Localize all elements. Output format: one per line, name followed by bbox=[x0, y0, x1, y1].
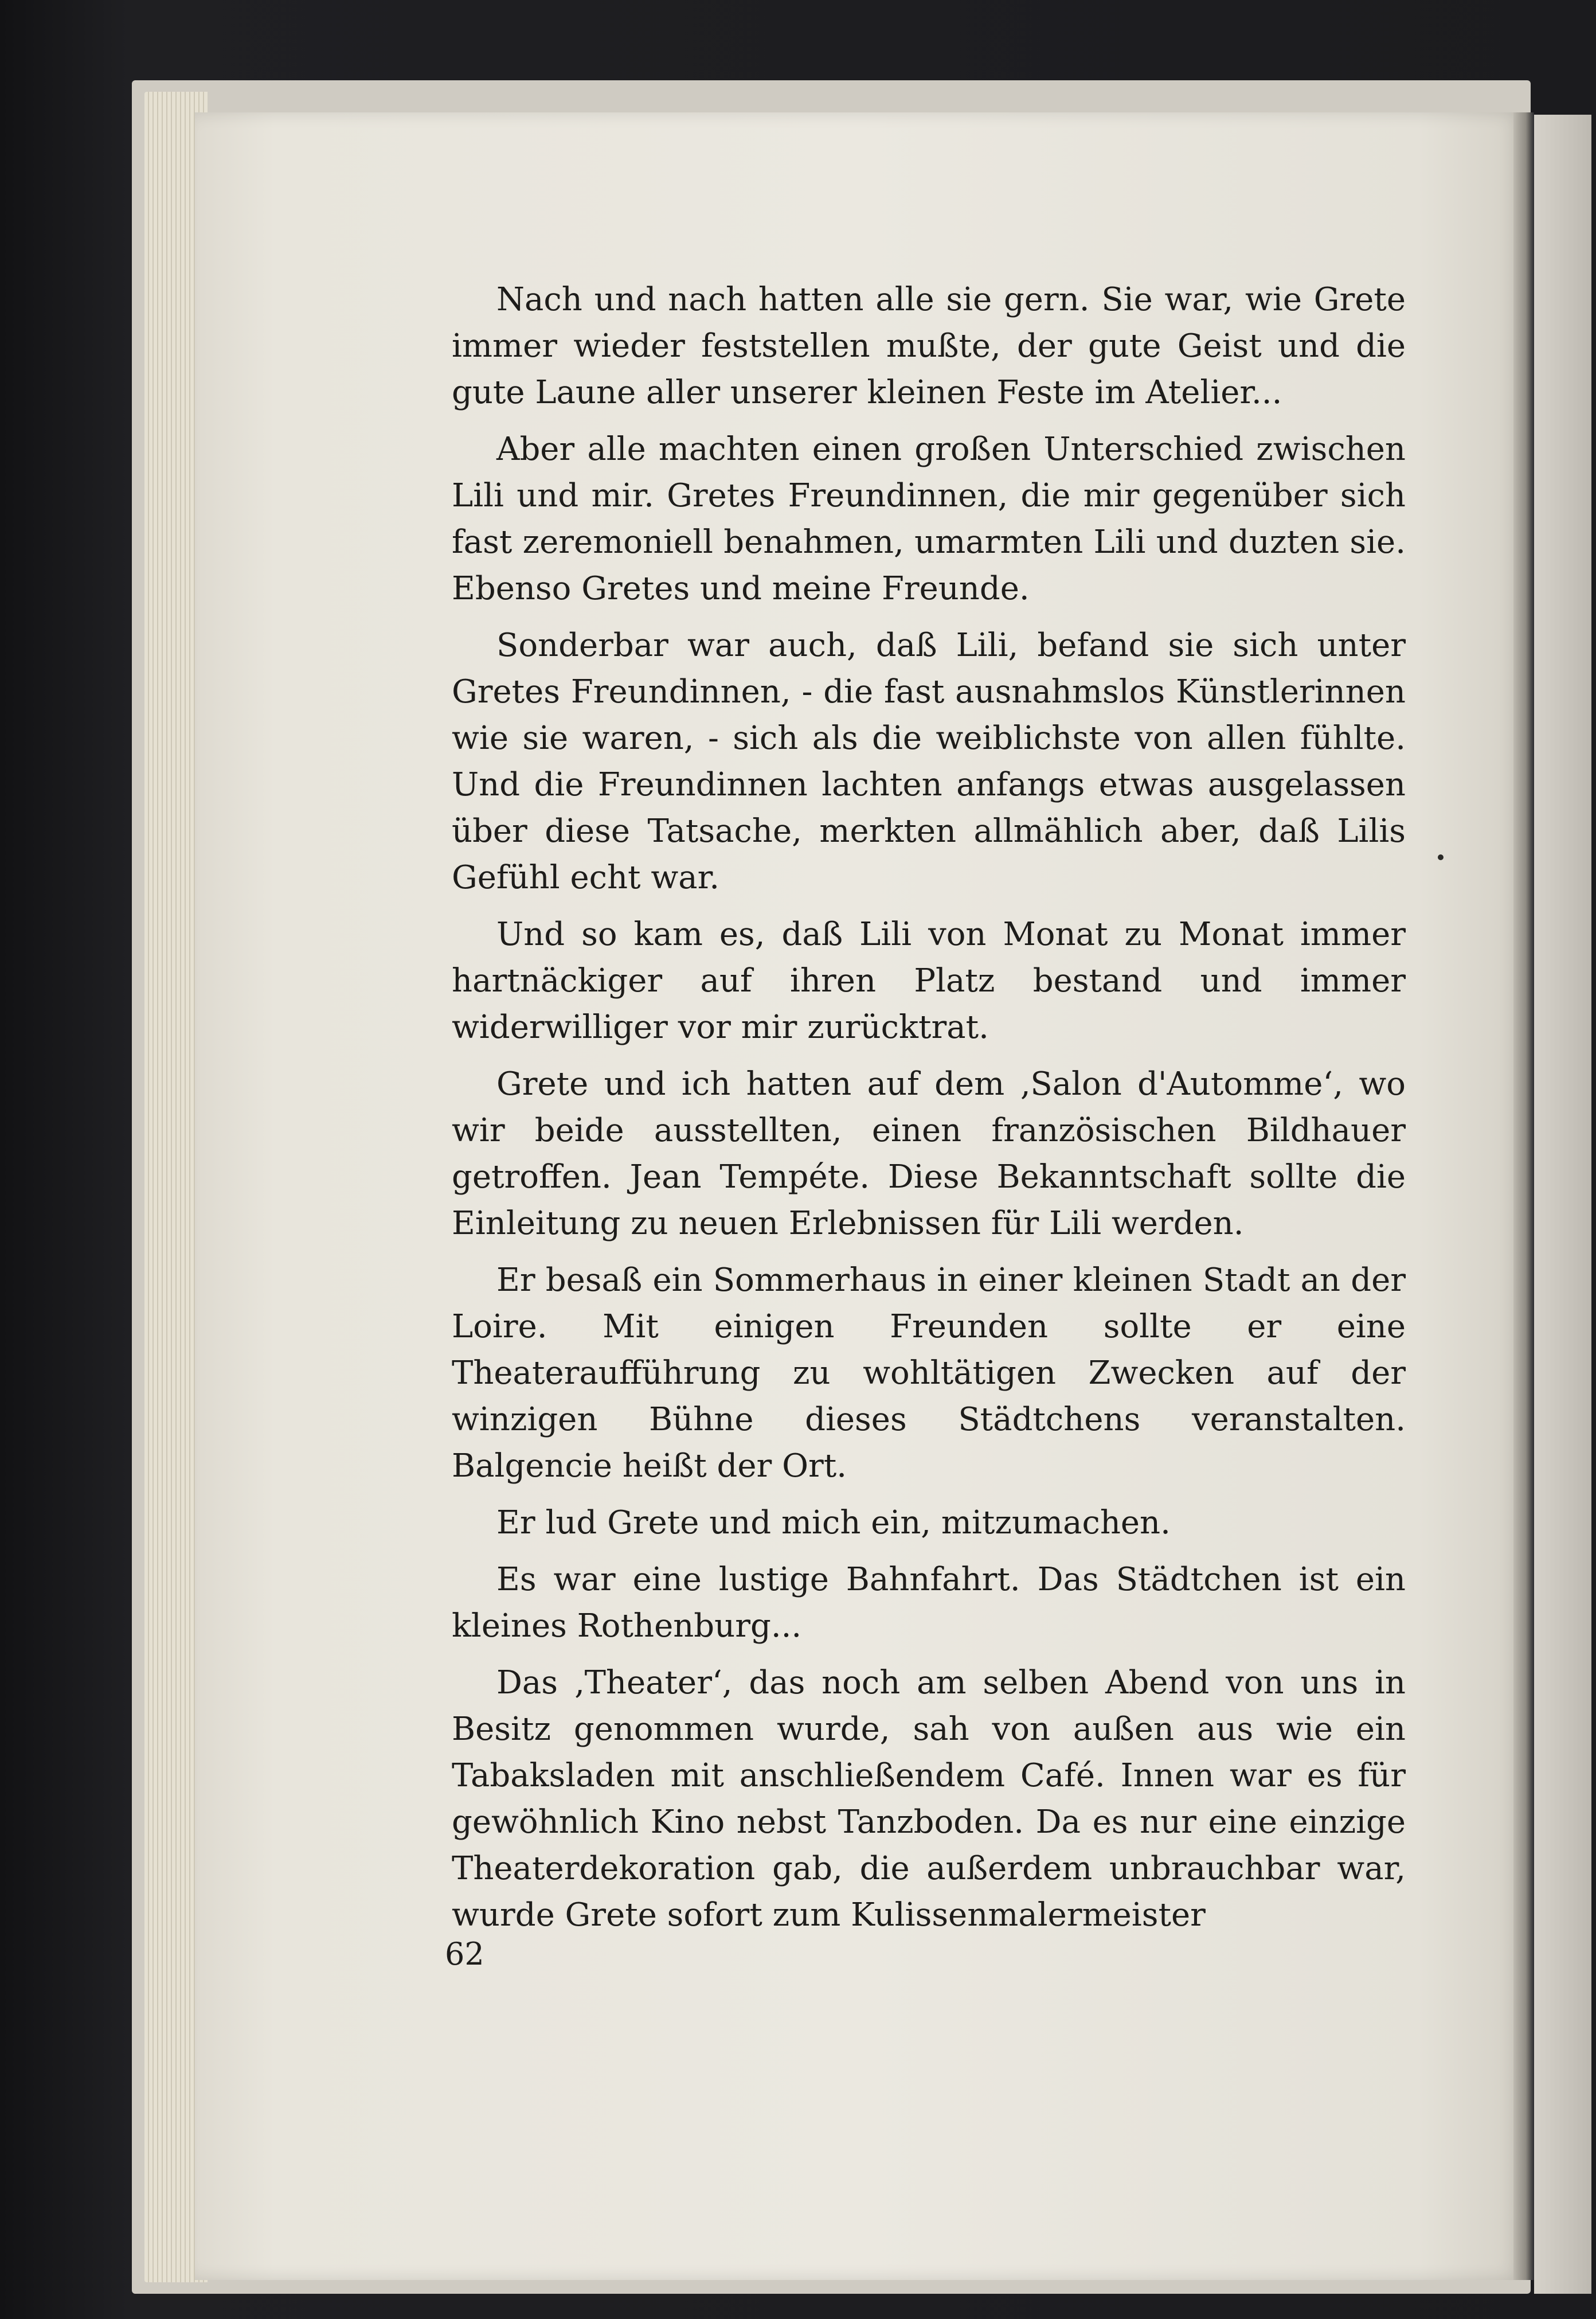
book-gutter bbox=[1513, 112, 1534, 2280]
paragraph: Das ‚Theater‘, das noch am selben Abend von uns in Besitz genommen wurde, sah von außen aus wie ein Tabaksladen mit anschließendem Café. Innen war es für gewöhnlich Kino nebst Tanzboden. Da es nur eine einzige Theaterdekoration gab, die außerdem unbrauchbar war, wurde Grete sofort zum Kulissenmalermeister bbox=[452, 1664, 1406, 1934]
paragraph: Sonderbar war auch, daß Lili, befand sie sich unter Gretes Freundinnen, - die fast ausnahmslos Künstlerinnen wie sie waren, - sich als die weiblichste von allen fühlte. Und die Freundinnen lachten anfangs etwas ausgelassen über diese Tatsache, merkten allmählich aber, daß Lilis Gefühl echt war. bbox=[452, 627, 1406, 896]
paragraph: Aber alle machten einen großen Unterschied zwischen Lili und mir. Gretes Freundinnen, die mir gegenüber sich fast zeremoniell benahmen, umarmten Lili und duzten sie. Ebenso Gretes und meine Freunde. bbox=[452, 431, 1406, 607]
paragraph: Grete und ich hatten auf dem ‚Salon d'Automme‘, wo wir beide ausstellten, einen französischen Bildhauer getroffen. Jean Tempéte. Diese Bekanntschaft sollte die Einleitung zu neuen Erlebnissen für Lili werden. bbox=[452, 1065, 1406, 1242]
paragraph: Er lud Grete und mich ein, mitzumachen. bbox=[496, 1504, 1171, 1541]
paragraph: Nach und nach hatten alle sie gern. Sie war, wie Grete immer wieder feststellen mußte, der gute Geist und die gute Laune aller unserer kleinen Feste im Atelier... bbox=[452, 281, 1406, 411]
body-text bbox=[452, 276, 1406, 1949]
paragraph: Es war eine lustige Bahnfahrt. Das Städtchen ist ein kleines Rothenburg... bbox=[452, 1561, 1406, 1645]
facing-page-edge bbox=[1534, 115, 1591, 2294]
page-number: 62 bbox=[445, 1936, 484, 1972]
paragraph: Er besaß ein Sommerhaus in einer kleinen Stadt an der Loire. Mit einigen Freunden sollte er eine Theateraufführung zu wohltätigen Zwecken auf der winzigen Bühne dieses Städtchens veranstalten. Balgencie heißt der Ort. bbox=[452, 1262, 1406, 1485]
ink-speck bbox=[1438, 854, 1444, 860]
paragraph: Und so kam es, daß Lili von Monat zu Monat immer hartnäckiger auf ihren Platz bestand und immer widerwilliger vor mir zurücktrat. bbox=[452, 916, 1406, 1046]
